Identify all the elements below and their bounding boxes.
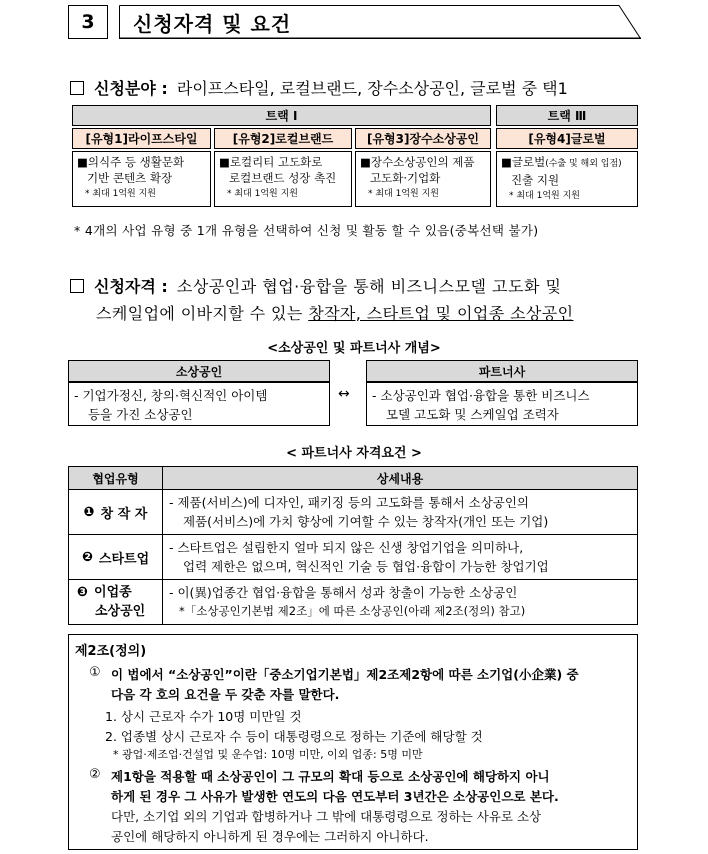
law-title: 제2조(정의) <box>75 644 147 659</box>
checkbox-square-icon <box>70 279 84 293</box>
track1-header: 트랙 Ⅰ <box>72 105 491 126</box>
type2-note: * 최대 1억원 지원 <box>227 189 298 199</box>
law-box <box>68 634 638 850</box>
req-row2-line1: - 스타트업은 설립한지 얼마 되지 않은 신생 창업기업을 의미하나, <box>169 540 524 555</box>
req-row3-type-label: 이업종 <box>94 585 132 600</box>
field-label: 신청분야 : <box>94 79 168 98</box>
type1-desc-line1: ■의식주 등 생활문화 <box>77 155 185 169</box>
section-title: 신청자격 및 요건 <box>133 12 292 36</box>
concept-title: <소상공인 및 파트너사 개념> <box>267 341 441 356</box>
req-row3-detail <box>162 579 638 625</box>
qual-line2-pre: 스케일업에 이바지할 수 있는 <box>96 304 309 323</box>
qual-line2-underlined: 창작자, 스타트업 및 이업종 소상공인 <box>308 304 574 323</box>
req-row2-type-label: 스타트업 <box>98 551 150 567</box>
qual-heading <box>70 274 561 297</box>
type3-desc-line2: 고도화·기업화 <box>370 171 441 185</box>
field-text: 라이프스타일, 로컬브랜드, 장수소상공인, 글로벌 중 택1 <box>176 79 568 98</box>
law-p1-line1: 이 법에서 “소상공인”이란「중소기업기본법」제2조제2항에 따른 소기업(小企業) 중 <box>111 667 579 682</box>
qual-label: 신청자격 : <box>94 277 168 296</box>
type2-desc-line2: 로컬브랜드 성장 촉진 <box>229 171 337 185</box>
req-row1-line2: 제품(서비스)에 가치 향상에 기여할 수 있는 창작자(개인 또는 기업) <box>183 514 549 529</box>
field-footnote: * 4개의 사업 유형 중 1개 유형을 선택하여 신청 및 활동 할 수 있음(중복선택 불가) <box>74 223 539 238</box>
concept-left-body <box>68 382 330 426</box>
type1-name: [유형1]라이프스타일 <box>72 128 211 149</box>
law-item1: 1. 상시 근로자 수가 10명 미만일 것 <box>105 709 302 724</box>
type4-desc <box>496 151 638 207</box>
req-row1-type <box>68 489 163 535</box>
type4-desc-small: (수출 및 해외 입점) <box>545 159 622 169</box>
concept-left-head: 소상공인 <box>68 360 330 382</box>
concept-right-head: 파트너사 <box>366 360 638 382</box>
req-row3-type-label2: 소상공인 <box>95 604 146 619</box>
concept-left-line2: 등을 가진 소상공인 <box>88 407 193 422</box>
req-row1-detail <box>162 489 638 535</box>
qual-line1: 소상공인과 협업·융합을 통해 비즈니스모델 고도화 및 <box>176 277 562 296</box>
type1-note: * 최대 1억원 지원 <box>85 189 156 199</box>
req-row2-type <box>68 534 163 580</box>
law-p2-line2: 하게 된 경우 그 사유가 발생한 연도의 다음 연도부터 3년간은 소상공인으로 본다. <box>111 789 559 804</box>
type1-desc-line2: 기반 콘텐츠 확장 <box>87 171 173 185</box>
type3-desc <box>355 151 491 207</box>
req-row3-line2: *「소상공인기본법 제2조」에 따른 소상공인(아래 제2조(정의) 참고) <box>179 604 526 618</box>
concept-left-line1: - 기업가정신, 창의·혁신적인 아이템 <box>74 388 268 403</box>
section-number: 3 <box>68 5 108 39</box>
type3-name: [유형3]장수소상공인 <box>355 128 491 149</box>
type4-note: * 최대 1억원 지원 <box>509 191 580 201</box>
req-title: < 파트너사 자격요건 > <box>286 446 422 461</box>
law-p2-line4: 공인에 해당하지 아니하게 된 경우에는 그러하지 아니하다. <box>111 829 429 844</box>
type1-desc <box>72 151 211 207</box>
law-p1 <box>111 665 636 705</box>
law-p2-line3: 다만, 소기업 외의 기업과 합병하거나 그 밖에 대통령령으로 정하는 사유로 소상 <box>111 809 542 824</box>
type2-desc-line1: ■로컬리티 고도화로 <box>219 155 323 169</box>
req-row1-type-label: 창 작 자 <box>100 506 148 522</box>
number-one-icon: ❶ <box>83 504 95 520</box>
type2-name: [유형2]로컬브랜드 <box>214 128 352 149</box>
bidirectional-arrow-icon: ↔ <box>338 386 350 402</box>
number-three-icon: ❸ <box>77 585 89 600</box>
req-col2-head: 상세내용 <box>162 466 638 490</box>
type4-desc-line1: ■글로벌 <box>501 155 546 169</box>
field-heading <box>70 76 568 99</box>
law-p1-line2: 다음 각 호의 요건을 두 갖춘 자를 말한다. <box>111 687 340 702</box>
type2-desc <box>214 151 352 207</box>
req-row2-detail <box>162 534 638 580</box>
law-item2-note: * 광업·제조업·건설업 및 운수업: 10명 미만, 이외 업종: 5명 미만 <box>113 748 423 761</box>
req-row1-line1: - 제품(서비스)에 디자인, 패키징 등의 고도화를 통해서 소상공인의 <box>169 495 530 510</box>
type4-name: [유형4]글로벌 <box>496 128 638 149</box>
type3-desc-line1: ■장수소상공인의 제품 <box>360 155 475 169</box>
type4-desc-line2: 진출 지원 <box>511 173 560 187</box>
law-p2-line1: 제1항을 적용할 때 소상공인이 그 규모의 확대 등으로 소상공인에 해당하지 아니 <box>111 769 550 784</box>
req-col1-head: 협업유형 <box>68 466 163 490</box>
qual-line2 <box>96 301 574 324</box>
concept-right-line1: - 소상공인과 협업·융합을 통한 비즈니스 <box>372 388 590 403</box>
req-row3-type <box>68 579 163 625</box>
section-title-box <box>119 5 641 39</box>
number-two-icon: ❷ <box>81 549 93 565</box>
law-p1-num: ① <box>89 665 101 680</box>
law-item2: 2. 업종별 상시 근로자 수 등이 대통령령으로 정하는 기준에 해당할 것 <box>105 729 483 744</box>
req-row3-line1: - 이(異)업종간 협업·융합을 통해서 성과 창출이 가능한 소상공인 <box>169 585 518 600</box>
track3-header: 트랙 Ⅲ <box>496 105 638 126</box>
law-p2-num: ② <box>89 767 101 782</box>
concept-right-body <box>366 382 638 426</box>
law-p2 <box>111 767 636 847</box>
type3-note: * 최대 1억원 지원 <box>368 189 439 199</box>
checkbox-square-icon <box>70 81 84 95</box>
req-row2-line2: 업력 제한은 없으며, 혁신적인 기술 등 협업·융합이 가능한 창업기업 <box>183 559 549 574</box>
concept-right-line2: 모델 고도화 및 스케일업 조력자 <box>386 407 559 422</box>
